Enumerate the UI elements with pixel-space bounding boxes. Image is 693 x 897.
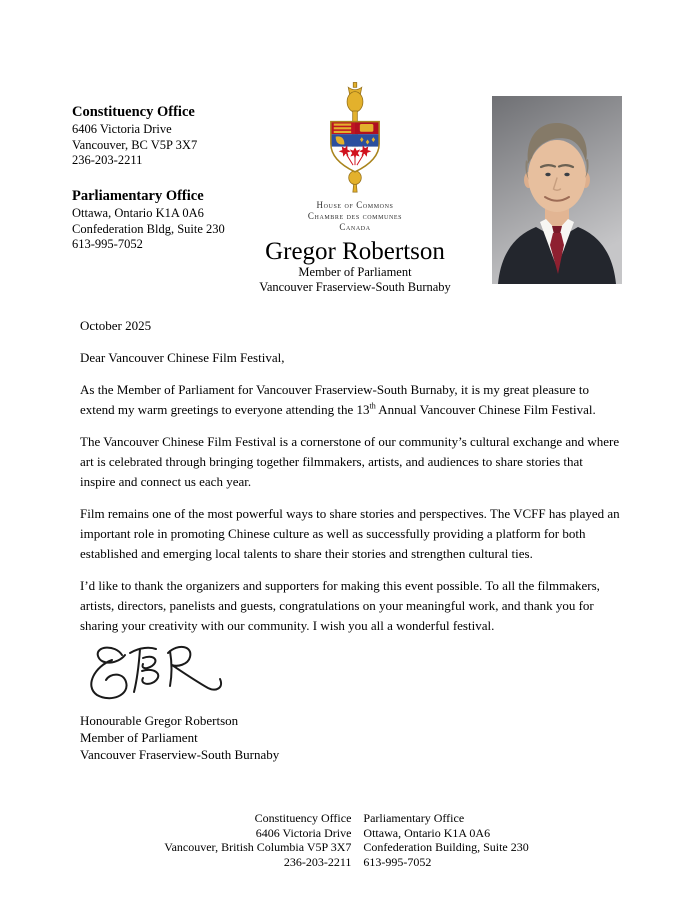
- paragraph-1-text: As the Member of Parliament for Vancouver Fraserview-South Burnaby, it is my great pleasure to extend my warm greetings to everyone attending the 13: [80, 382, 590, 417]
- handwritten-signature-icon: [82, 640, 230, 706]
- footer-parliamentary-line: Confederation Building, Suite 230: [363, 840, 529, 854]
- institution-block: [240, 200, 470, 233]
- house-of-commons-mace-crest-icon: [323, 82, 387, 196]
- footer-parliamentary-line: Ottawa, Ontario K1A 0A6: [363, 825, 491, 840]
- paragraph-1-text-after: Annual Vancouver Chinese Film Festival.: [375, 402, 596, 417]
- constituency-office-title: Constituency Office: [72, 104, 195, 120]
- footer-constituency-title: Constituency Office: [254, 811, 352, 825]
- footer-constituency-column: [164, 811, 351, 869]
- footer-parliamentary-column: [363, 811, 528, 869]
- institution-line-fr: Chambre des communes: [307, 211, 403, 221]
- footer-constituency-line: 6406 Victoria Drive: [255, 825, 352, 840]
- signature-block: [80, 712, 279, 763]
- parliamentary-address-line: Confederation Bldg, Suite 230: [72, 221, 225, 236]
- constituency-phone: 236-203-2211: [72, 153, 143, 167]
- footer-parliamentary-phone: 613-995-7052: [363, 854, 432, 869]
- parliamentary-office-title: Parliamentary Office: [72, 188, 204, 204]
- letter-body: [80, 316, 620, 648]
- footer-parliamentary-title: Parliamentary Office: [363, 811, 465, 825]
- footer-constituency-line: Vancouver, British Columbia V5P 3X7: [164, 840, 352, 854]
- constituency-address-line: 6406 Victoria Drive: [72, 122, 172, 136]
- portrait-photo: [492, 96, 622, 284]
- paragraph-2: The Vancouver Chinese Film Festival is a cornerstone of our community’s cultural exchange and where art is celebrated through bringing together filmmakers, artists, and audiences to share stories that inspire and connect us each year.: [80, 434, 620, 489]
- paragraph-3: Film remains one of the most powerful ways to share stories and perspectives. The VCFF has played an important role in promoting Chinese culture as well as successfully providing a platform for both established and emerging local talents to share their stories and strengthen cultural ties.: [80, 506, 620, 561]
- signatory-role: Member of Parliament: [80, 730, 198, 745]
- member-role: Member of Parliament: [298, 265, 412, 279]
- parliamentary-office-block: [72, 187, 225, 253]
- signatory-name: Honourable Gregor Robertson: [80, 713, 239, 728]
- constituency-office-block: [72, 103, 197, 169]
- signatory-riding: Vancouver Fraserview-South Burnaby: [80, 747, 280, 762]
- signature-image: [82, 640, 230, 706]
- portrait-photo-image: [492, 96, 622, 284]
- constituency-address-line: Vancouver, BC V5P 3X7: [72, 137, 198, 152]
- ordinal-superscript: th: [369, 401, 376, 411]
- salutation: Dear Vancouver Chinese Film Festival,: [80, 350, 285, 365]
- member-name: Gregor Robertson: [265, 238, 445, 265]
- footer-constituency-phone: 236-203-2211: [283, 854, 352, 869]
- parliamentary-phone: 613-995-7052: [72, 237, 143, 251]
- crest-column: [240, 82, 470, 295]
- institution-line-en: House of Commons: [316, 200, 394, 210]
- paragraph-4: I’d like to thank the organizers and supporters for making this event possible. To all the filmmakers, artists, directors, panelists and guests, congratulations on your meaningful work, and thank you for sharing your creativity with our community. I wish you all a wonderful festival.: [80, 578, 600, 633]
- parliamentary-address-line: Ottawa, Ontario K1A 0A6: [72, 206, 204, 220]
- letter-date: October 2025: [80, 318, 152, 333]
- member-riding: Vancouver Fraserview-South Burnaby: [259, 280, 451, 294]
- institution-line-canada: Canada: [339, 222, 371, 232]
- footer: [0, 811, 693, 869]
- paragraph-1: [80, 380, 620, 420]
